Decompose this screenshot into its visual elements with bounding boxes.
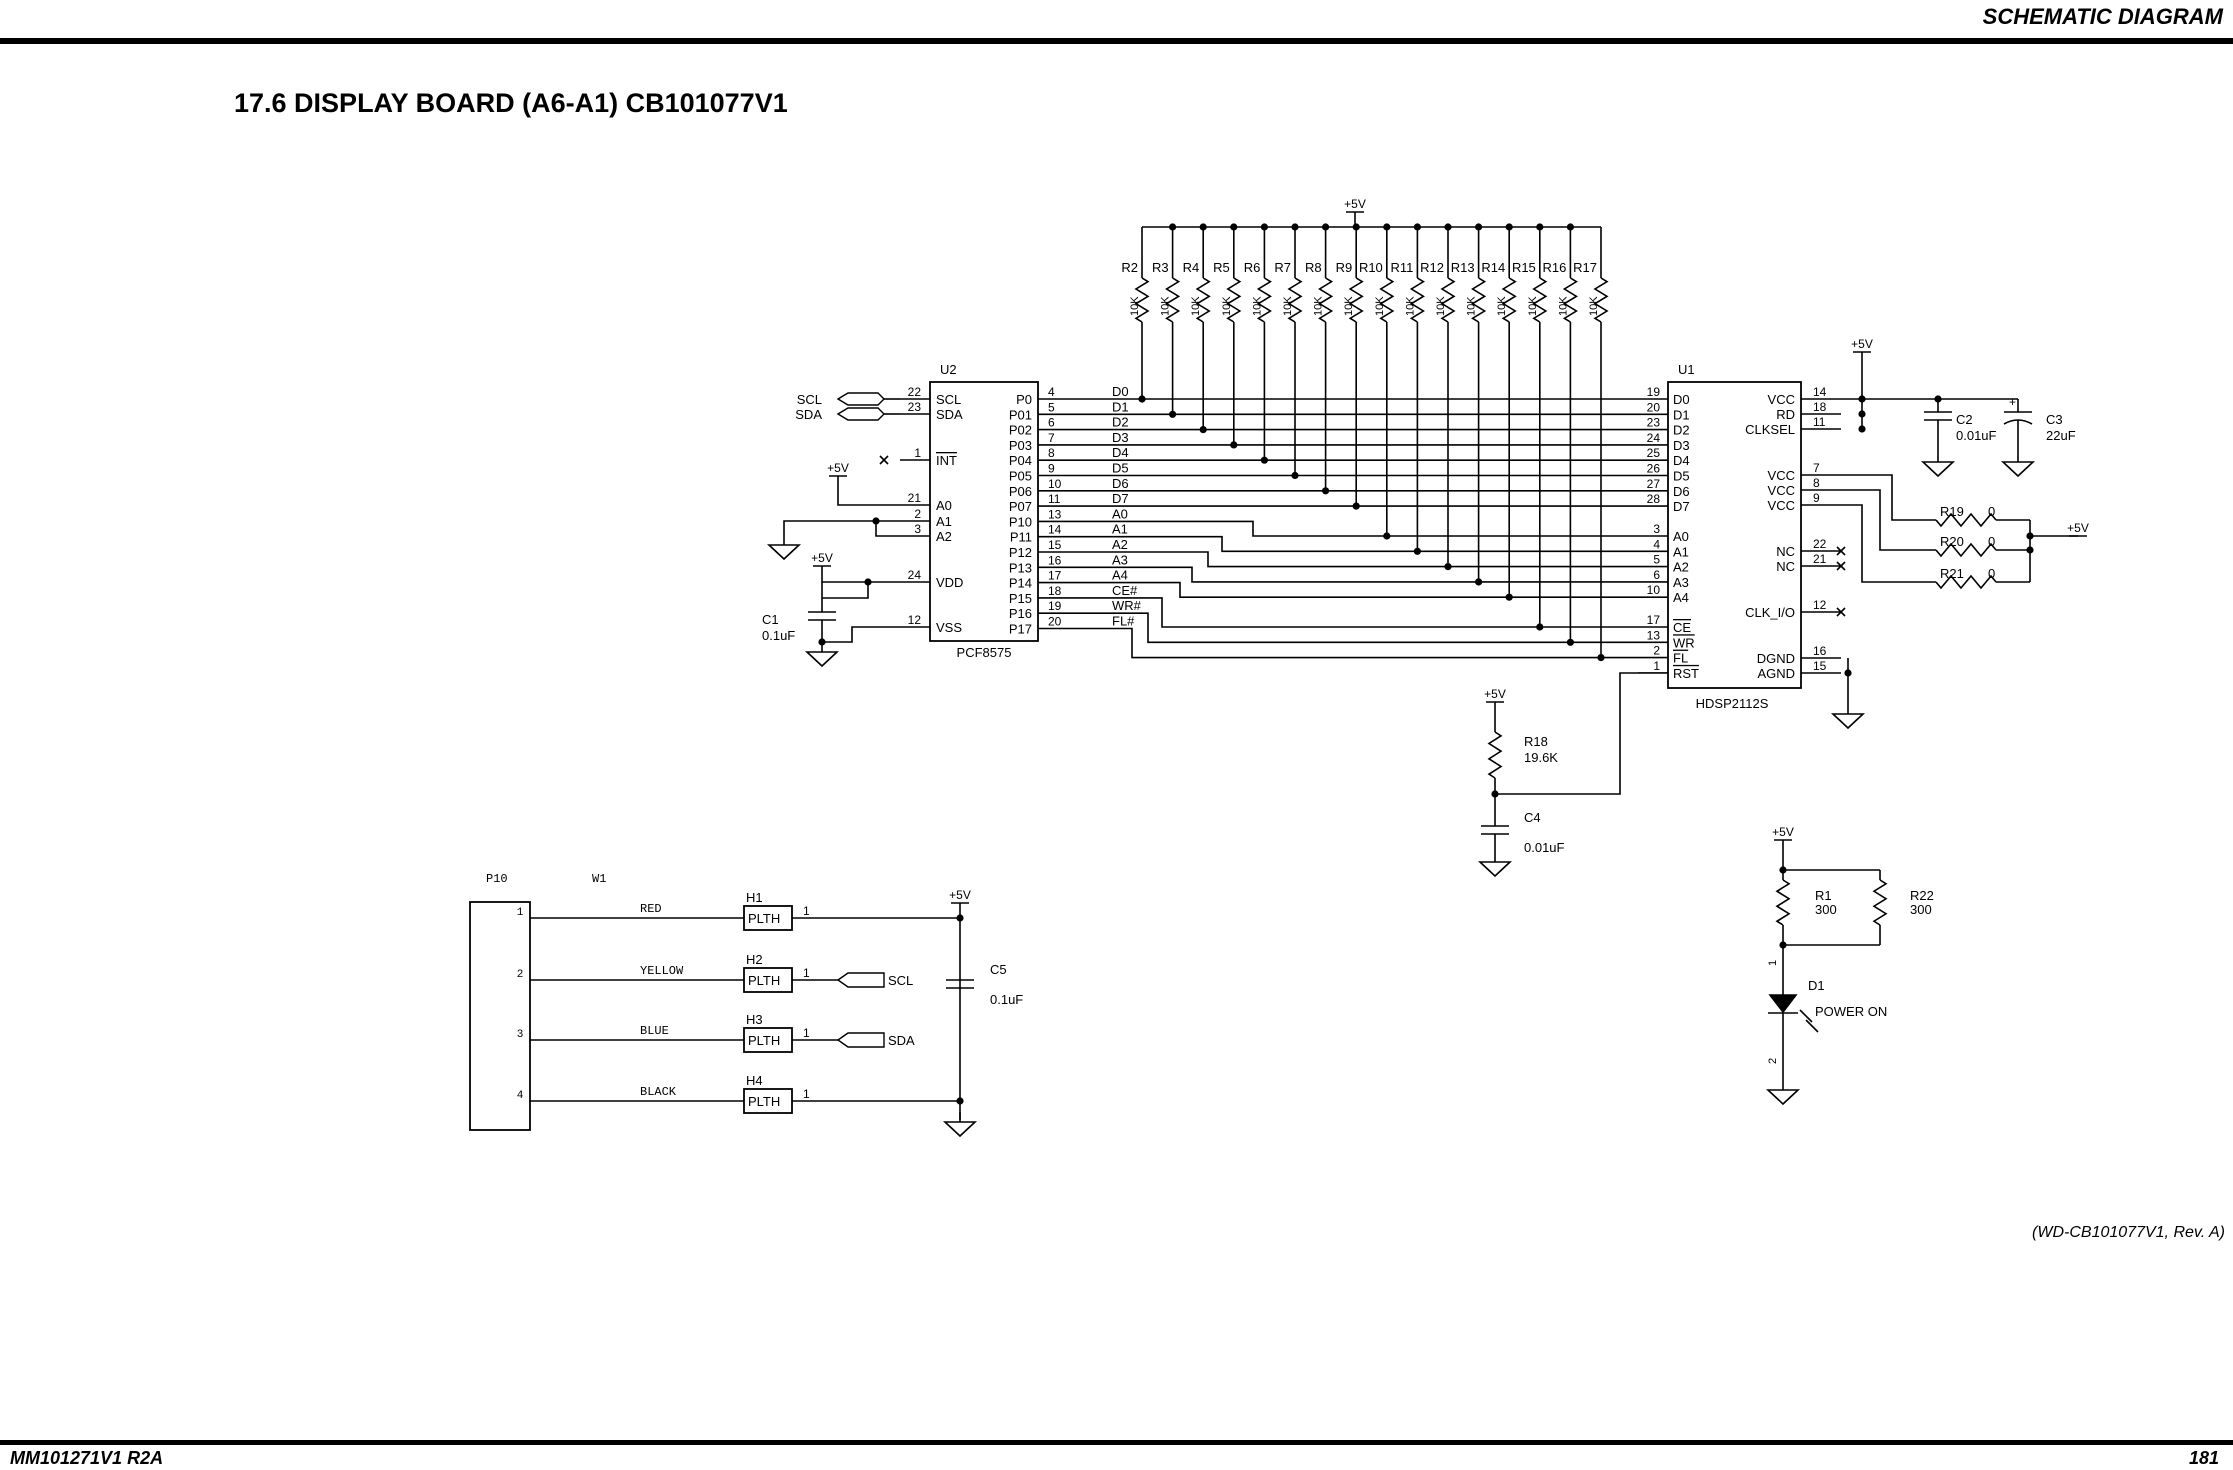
u1-pin-number: 25 [1646, 446, 1660, 461]
header-body-label: PLTH [748, 1033, 781, 1048]
net-label-a2: A2 [1112, 537, 1128, 552]
u1-pin-number: 16 [1813, 644, 1827, 658]
junction-dot [1475, 578, 1482, 585]
u1-pin-number: 23 [1646, 415, 1660, 430]
u1-pin-number: 27 [1646, 476, 1660, 491]
u2-pin-number: 14 [1048, 522, 1062, 537]
pullup-value: 10K [1404, 296, 1417, 316]
u1-pin-number: 15 [1813, 659, 1827, 673]
d1-pin-number: 1 [1767, 959, 1779, 966]
pullup-ref: R6 [1243, 260, 1261, 275]
u1-pin-number: 2 [1653, 643, 1660, 658]
net-label-a4: A4 [1112, 567, 1128, 583]
pullup-ref: R3 [1151, 260, 1169, 275]
u1-pin-name: D5 [1673, 468, 1690, 484]
u1-pin-number: 7 [1813, 461, 1820, 475]
u2-pin-number: 9 [1048, 461, 1055, 476]
resistor-r18 [1489, 732, 1501, 778]
u2-pin-number: 19 [1048, 599, 1062, 614]
u1-pin-number: 18 [1813, 400, 1827, 414]
u2-pin-number: 21 [907, 491, 921, 505]
u2-pin-number: 7 [1048, 430, 1055, 445]
u1-pin-number: 6 [1653, 567, 1660, 582]
power-label: +5V [949, 888, 971, 902]
junction-dot [1291, 472, 1298, 479]
junction-dot [1322, 487, 1329, 494]
net-label-ce: CE# [1112, 582, 1138, 598]
pullup-value: 10K [1190, 296, 1203, 316]
wire [838, 476, 900, 505]
signal-connector-sda [838, 408, 884, 420]
pullup-value: 10K [1465, 296, 1478, 316]
pullup-value: 10K [1251, 296, 1264, 316]
header-ref: H1 [746, 890, 763, 905]
wire-color-label: BLACK [640, 1085, 677, 1099]
pullup-value: 10K [1373, 296, 1386, 316]
header-body-label: PLTH [748, 911, 781, 926]
u2-pin-number: 18 [1048, 583, 1062, 598]
header-pin-number: 1 [803, 966, 810, 980]
junction-dot [1169, 411, 1176, 418]
u2-pin-number: 12 [907, 613, 921, 627]
header-pin-number: 1 [803, 1087, 810, 1101]
pullup-ref: R14 [1481, 260, 1506, 275]
junction-dot [1844, 669, 1851, 676]
ground-symbol [1923, 462, 1953, 476]
resistor-ref: R20 [1940, 534, 1964, 549]
u1-pin-number: 10 [1646, 583, 1660, 598]
c3-value: 22uF [2046, 428, 2076, 443]
resistor-value: 0 [1988, 534, 1996, 549]
resistor-ref: R21 [1940, 566, 1964, 581]
net-label-d0: D0 [1112, 384, 1129, 399]
pullup-value: 10K [1526, 296, 1539, 316]
resistor-value: 0 [1988, 566, 1996, 581]
u1-pin-name: NC [1776, 544, 1795, 559]
u2-pin-number: 24 [907, 568, 921, 582]
footer-page-number: 181 [2188, 1448, 2219, 1468]
u1-pin-number: 20 [1646, 400, 1660, 415]
header-pin-number: 1 [803, 904, 810, 918]
u1-pin-number: 19 [1646, 385, 1660, 399]
bottom-rule [0, 1440, 2233, 1445]
u1-pin-number: 4 [1653, 537, 1660, 552]
net-label-d4: D4 [1112, 445, 1129, 461]
u1-pin-number: 21 [1813, 552, 1827, 566]
u2-pin-number: 11 [1048, 492, 1061, 507]
pullup-ref: R5 [1213, 260, 1230, 275]
d1-pin-number: 2 [1767, 1057, 1779, 1064]
pullup-ref: R15 [1511, 260, 1536, 275]
power-label: +5V [1851, 337, 1873, 351]
pullup-value: 10K [1282, 296, 1294, 316]
u2-pin-number: 10 [1048, 476, 1062, 491]
u2-pin-number: 22 [907, 385, 921, 399]
junction-dot [1536, 623, 1543, 630]
wire [876, 521, 900, 536]
d1-ref: D1 [1808, 978, 1825, 993]
wire [1841, 475, 1936, 520]
bus-line [1038, 521, 1638, 536]
junction-dot [1567, 639, 1574, 646]
pullup-ref: R11 [1390, 260, 1414, 275]
u1-pin-name: A4 [1673, 590, 1689, 606]
u2-pin-name: P04 [1008, 453, 1032, 469]
net-label-a1: A1 [1112, 521, 1128, 537]
u2-pin-name: P07 [1008, 499, 1032, 515]
c5-value: 0.1uF [990, 992, 1024, 1007]
net-label-a3: A3 [1112, 552, 1128, 568]
u2-pin-name: P10 [1008, 514, 1032, 530]
signal-connector-scl [838, 973, 884, 987]
power-label: +5V [1344, 197, 1366, 211]
u1-pin-name: WR [1673, 635, 1695, 651]
pullup-value: 10K [1312, 296, 1325, 316]
u2-pin-name: P03 [1008, 437, 1032, 453]
u2-part: PCF8575 [956, 645, 1012, 660]
header-title: SCHEMATIC DIAGRAM [1982, 4, 2223, 29]
u1-pin-name: CLKSEL [1745, 422, 1795, 437]
c2-ref: C2 [1956, 412, 1973, 427]
net-label-fl: FL# [1112, 613, 1135, 629]
u2-pin-number: 1 [914, 446, 921, 460]
wire [822, 582, 868, 598]
header-body-label: PLTH [748, 1094, 781, 1109]
junction-dot [1506, 594, 1513, 601]
ground-symbol [1480, 862, 1510, 876]
junction-dot [2026, 532, 2033, 539]
r18-value: 19.6K [1524, 750, 1558, 765]
signal-net-label: SDA [888, 1033, 915, 1048]
u1-pin-name: D6 [1673, 483, 1690, 499]
u2-pin-name: P15 [1008, 590, 1032, 606]
c5-ref: C5 [990, 962, 1007, 977]
junction-dot [1383, 532, 1390, 539]
pullup-ref: R10 [1358, 260, 1383, 275]
header-ref: H4 [746, 1073, 763, 1088]
r1-ref: R1 [1815, 888, 1832, 903]
wire [822, 627, 900, 642]
u1-pin-number: 13 [1646, 628, 1660, 643]
u1-pin-name: AGND [1757, 666, 1795, 681]
junction-dot [1138, 395, 1145, 402]
pullup-ref: R7 [1274, 260, 1291, 275]
junction-dot [1444, 563, 1451, 570]
net-label-d3: D3 [1112, 429, 1129, 445]
u2-pin-number: 16 [1048, 553, 1062, 568]
u1-pin-name: CE [1673, 620, 1692, 635]
u1-pin-name: D3 [1673, 437, 1690, 453]
u1-pin-number: 3 [1653, 522, 1660, 536]
net-label-d2: D2 [1112, 414, 1129, 430]
c1-ref: C1 [762, 612, 779, 627]
c1-value: 0.1uF [762, 628, 796, 643]
u2-pin-name: P17 [1008, 621, 1032, 637]
u1-pin-number: 9 [1813, 491, 1820, 505]
connector-pin-number: 1 [516, 907, 524, 919]
pullup-value: 10K [1557, 296, 1570, 316]
r22-value: 300 [1910, 902, 1932, 917]
r22-ref: R22 [1910, 888, 1934, 903]
wire-color-label: YELLOW [640, 964, 684, 978]
u1-pin-name: RD [1776, 407, 1795, 422]
wire [1841, 505, 1936, 582]
u1-pin-name: D1 [1673, 407, 1690, 423]
u1-pin-name: D0 [1673, 392, 1690, 407]
pullup-ref: R2 [1121, 260, 1138, 275]
junction-dot [872, 517, 879, 524]
u2-pin-number: 20 [1048, 614, 1062, 629]
header-ref: H2 [746, 952, 763, 967]
pullup-value: 10K [1435, 296, 1447, 316]
d1-label: POWER ON [1815, 1004, 1888, 1019]
u2-pin-name: INT [936, 453, 957, 468]
pullup-value: 10K [1588, 296, 1600, 316]
junction-dot [1230, 441, 1237, 448]
signal-connector-scl [838, 393, 884, 405]
bus-input-label: SCL [796, 392, 822, 407]
pullup-value: 10K [1159, 296, 1172, 316]
power-label: +5V [1772, 825, 1794, 839]
u2-pin-number: 3 [914, 522, 921, 536]
header-body-label: PLTH [748, 973, 781, 988]
junction-dot [1858, 410, 1865, 417]
junction-dot [1261, 457, 1268, 464]
c3-polarity: + [2009, 395, 2017, 409]
bus-input-label: SDA [795, 407, 822, 422]
u2-pin-name: VSS [936, 620, 963, 635]
u1-pin-name: NC [1776, 559, 1795, 574]
bus-line [1038, 552, 1638, 567]
u2-pin-number: 8 [1048, 446, 1055, 461]
u2-pin-name: VDD [936, 575, 964, 590]
junction-dot [2026, 546, 2033, 553]
u1-pin-name: VCC [1767, 468, 1795, 483]
u1-pin-name: A0 [1673, 529, 1689, 544]
wire [784, 521, 900, 535]
ground-symbol [807, 652, 837, 666]
bus-line [1038, 537, 1638, 552]
connector-pin-number: 2 [516, 969, 524, 981]
r18-ref: R18 [1524, 734, 1548, 749]
u2-pin-number: 4 [1048, 385, 1055, 399]
net-label-wr: WR# [1112, 598, 1141, 614]
resistor-r1 [1777, 880, 1789, 925]
u1-pin-number: 24 [1646, 430, 1660, 445]
junction-dot [956, 1097, 963, 1104]
pullup-value: 10K [1220, 296, 1233, 316]
net-label-d5: D5 [1112, 460, 1129, 476]
signal-net-label: SCL [888, 973, 914, 988]
u1-pin-number: 28 [1646, 492, 1660, 507]
u1-pin-number: 22 [1813, 537, 1827, 551]
u2-pin-number: 17 [1048, 568, 1062, 583]
u1-pin-number: 12 [1813, 598, 1827, 612]
power-label: +5V [827, 461, 849, 475]
u1-pin-name: A3 [1673, 574, 1689, 590]
ground-symbol [1768, 1090, 1798, 1104]
junction-dot [956, 914, 963, 921]
pullup-ref: R12 [1420, 260, 1444, 275]
u2-pin-name: P12 [1008, 545, 1032, 560]
u1-pin-number: 1 [1653, 658, 1660, 673]
u2-pin-name: P16 [1008, 606, 1032, 622]
wire [822, 566, 900, 582]
connector-ref: P10 [486, 872, 508, 886]
pullup-ref: R13 [1450, 260, 1475, 275]
u1-pin-name: DGND [1756, 651, 1795, 666]
u1-pin-name: RST [1673, 665, 1699, 681]
ground-symbol [769, 545, 799, 559]
c3-ref: C3 [2046, 412, 2063, 427]
net-label-a0: A0 [1112, 506, 1128, 522]
c4-ref: C4 [1524, 810, 1541, 825]
ground-symbol [945, 1122, 975, 1136]
pullup-ref: R4 [1182, 260, 1200, 275]
junction-dot [1353, 503, 1360, 510]
u2-pin-number: 15 [1048, 538, 1062, 552]
u1-pin-name: VCC [1767, 392, 1795, 407]
u2-pin-number: 5 [1048, 400, 1055, 415]
section-title: 17.6 DISPLAY BOARD (A6-A1) CB101077V1 [234, 88, 788, 118]
resistor-r22 [1874, 880, 1886, 925]
u2-pin-number: 23 [907, 400, 921, 414]
pullup-ref: R9 [1335, 260, 1353, 275]
u1-pin-number: 14 [1813, 385, 1827, 399]
c2-value: 0.01uF [1956, 428, 1997, 443]
footer-doc-id: MM101271V1 R2A [10, 1448, 164, 1468]
pullup-value: 10K [1496, 296, 1509, 316]
u1-pin-number: 17 [1646, 613, 1660, 627]
bus-line [1038, 567, 1638, 582]
net-label-d1: D1 [1112, 399, 1129, 415]
wire-harness-ref: W1 [592, 872, 607, 886]
pullup-value: 10K [1129, 296, 1141, 316]
u2-pin-name: P05 [1008, 468, 1032, 484]
connector-pin-number: 4 [516, 1090, 524, 1102]
junction-dot [1858, 425, 1865, 432]
u1-pin-name: A2 [1673, 559, 1689, 575]
power-label: +5V [1484, 687, 1506, 701]
u2-pin-name: A1 [936, 514, 952, 529]
u2-pin-number: 13 [1048, 507, 1062, 522]
junction-dot [1597, 654, 1604, 661]
u1-pin-number: 5 [1653, 552, 1660, 567]
u2-pin-name: A2 [936, 529, 952, 544]
u2-pin-name: P11 [1009, 529, 1032, 545]
wire-color-label: RED [640, 902, 662, 916]
pullup-value: 10K [1343, 296, 1356, 316]
wire-color-label: BLUE [640, 1024, 669, 1038]
header-ref: H3 [746, 1012, 763, 1027]
pullup-ref: R8 [1304, 260, 1322, 275]
u2-pin-name: P0 [1016, 392, 1032, 407]
wire [1495, 673, 1638, 794]
u1-part: HDSP2112S [1695, 696, 1769, 711]
u2-ref: U2 [940, 362, 957, 377]
u2-pin-name: P06 [1008, 483, 1032, 499]
u1-pin-number: 26 [1646, 461, 1660, 476]
u1-pin-name: D4 [1673, 453, 1690, 469]
u1-pin-name: VCC [1767, 483, 1795, 498]
u2-pin-name: P13 [1008, 560, 1032, 576]
revision-label: (WD-CB101077V1, Rev. A) [2032, 1224, 2225, 1241]
u1-ref: U1 [1678, 362, 1695, 377]
pullup-ref: R16 [1542, 260, 1567, 275]
resistor-value: 0 [1988, 504, 1996, 519]
u1-pin-name: D7 [1673, 499, 1690, 515]
u2-pin-name: A0 [936, 498, 952, 513]
ground-symbol [1833, 714, 1863, 728]
u1-pin-number: 8 [1813, 476, 1820, 490]
u1-pin-name: D2 [1673, 422, 1690, 438]
junction-dot [1779, 941, 1786, 948]
junction-dot [1414, 548, 1421, 555]
u1-pin-number: 11 [1813, 415, 1826, 429]
connector-pin-number: 3 [516, 1029, 524, 1041]
u2-pin-name: P01 [1008, 407, 1032, 423]
power-label: +5V [811, 551, 833, 565]
u2-pin-name: P02 [1008, 422, 1032, 438]
u2-pin-name: P14 [1008, 575, 1032, 591]
net-label-d6: D6 [1112, 475, 1129, 491]
u2-pin-name: SCL [936, 392, 962, 407]
net-label-d7: D7 [1112, 491, 1129, 507]
u2-pin-number: 2 [914, 507, 921, 521]
signal-connector-sda [838, 1033, 884, 1047]
header-pin-number: 1 [803, 1026, 810, 1040]
power-label: +5V [2067, 521, 2089, 535]
pullup-ref: R17 [1573, 260, 1597, 275]
c4-value: 0.01uF [1524, 840, 1565, 855]
junction-dot [1200, 426, 1207, 433]
u2-pin-number: 6 [1048, 415, 1055, 430]
u2-pin-name: SDA [936, 407, 963, 422]
u1-pin-name: FL [1673, 650, 1689, 666]
u1-pin-name: CLK_I/O [1745, 605, 1795, 620]
r1-value: 300 [1815, 902, 1837, 917]
resistor-ref: R19 [1940, 504, 1964, 519]
u1-pin-name: VCC [1767, 498, 1795, 513]
u1-pin-name: A1 [1673, 544, 1689, 560]
led-d1 [1770, 995, 1796, 1012]
ground-symbol [2003, 462, 2033, 476]
